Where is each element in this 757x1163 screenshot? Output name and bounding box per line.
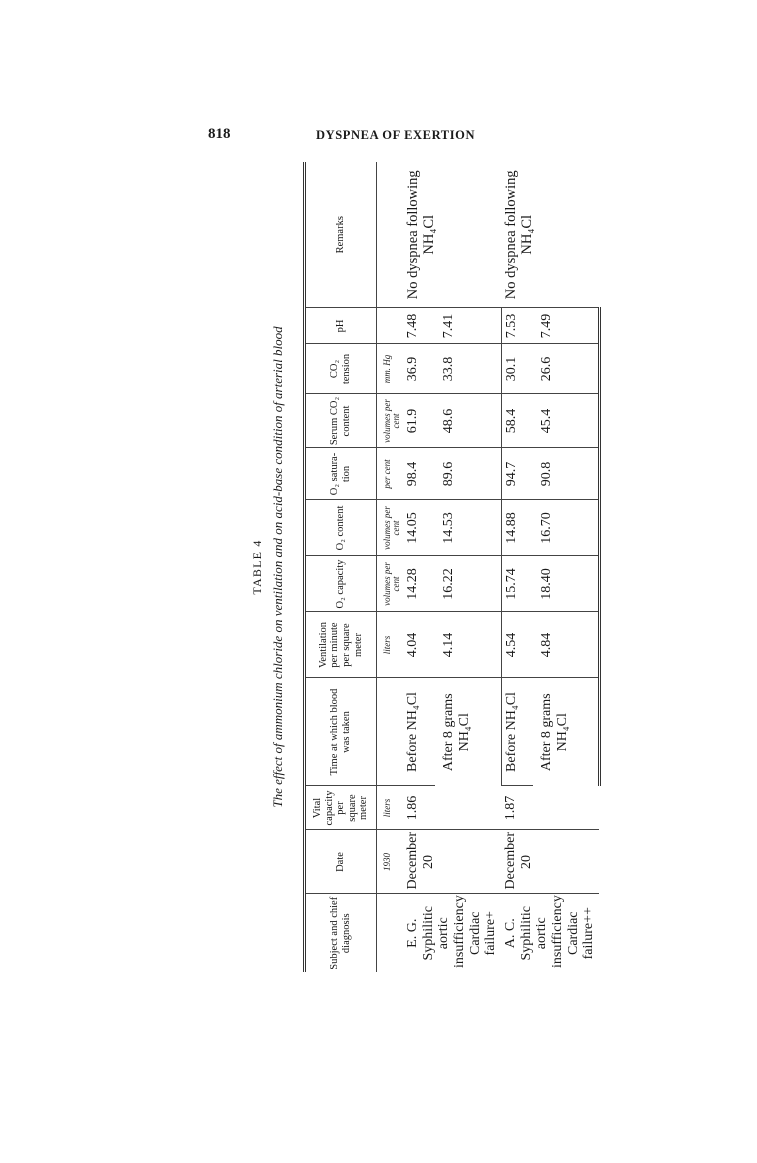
header-co2-tension: CO₂ tension [305,344,377,394]
header-o2-saturation: O₂ satura-tion [305,448,377,500]
vital-capacity-cell: 1.86 [403,786,501,830]
ph-cell: 7.53 [501,308,533,344]
header-ventilation: Ventilation per minute per square meter [305,612,377,678]
remarks-cell: No dyspnea following NH₄Cl [501,162,599,308]
page-header [0,126,757,150]
ph-cell: 7.49 [533,308,599,344]
o2-content-cell: 16.70 [533,500,599,556]
subject-cell: A. C. Syphilitic aortic insufficiency Cardiac failure++ [503,895,597,968]
ventilation-cell: 4.54 [501,612,533,678]
o2-content-cell: 14.05 [403,500,435,556]
table-block [248,162,598,972]
ph-cell: 7.41 [435,308,501,344]
o2-saturation-cell: 98.4 [403,448,435,500]
time-cell: After 8 grams NH₄Cl [435,678,501,786]
remarks-cell: No dyspnea following NH₄Cl [403,162,501,308]
unit-o2-capacity: volumes per cent [377,556,404,612]
o2-capacity-cell: 14.28 [403,556,435,612]
units-row [377,162,404,972]
co2-tension-cell: 33.8 [435,344,501,394]
header-vital-capacity: Vital capacity per square meter [305,786,377,830]
time-cell: Before NH₄Cl [501,678,533,786]
table-row [403,162,435,972]
unit-serum-co2: volumes per cent [377,394,404,448]
header-serum-co2: Serum CO₂ content [305,394,377,448]
unit-vital: liters [377,786,404,830]
o2-capacity-cell: 15.74 [501,556,533,612]
data-table [303,162,601,972]
table-label: TABLE 4 [250,539,264,595]
time-cell: After 8 grams NH₄Cl [533,678,599,786]
vital-capacity-cell: 1.87 [501,786,599,830]
time-cell: Before NH₄Cl [403,678,435,786]
co2-tension-cell: 36.9 [403,344,435,394]
ventilation-cell: 4.14 [435,612,501,678]
header-time: Time at which blood was taken [305,678,377,786]
page-number: 818 [208,126,231,142]
co2-tension-cell: 30.1 [501,344,533,394]
rotated-table-content [248,162,598,972]
ph-cell: 7.48 [403,308,435,344]
serum-co2-cell: 48.6 [435,394,501,448]
header-row [305,162,377,972]
ventilation-cell: 4.84 [533,612,599,678]
header-subject: Subject and chief diagnosis [305,894,377,972]
ventilation-cell: 4.04 [403,612,435,678]
o2-capacity-cell: 16.22 [435,556,501,612]
o2-saturation-cell: 90.8 [533,448,599,500]
header-remarks: Remarks [305,162,377,308]
date-cell: December 20 [403,830,501,894]
o2-saturation-cell: 89.6 [435,448,501,500]
o2-saturation-cell: 94.7 [501,448,533,500]
o2-capacity-cell: 18.40 [533,556,599,612]
header-o2-capacity: O₂ capacity [305,556,377,612]
serum-co2-cell: 61.9 [403,394,435,448]
header-o2-content: O₂ content [305,500,377,556]
serum-co2-cell: 45.4 [533,394,599,448]
table-row [501,162,533,972]
unit-co2-tension: mm. Hg [377,344,404,394]
header-date: Date [305,830,377,894]
header-ph: pH [305,308,377,344]
running-head: DYSPNEA OF EXERTION [316,128,476,142]
subject-cell: E. G. Syphilitic aortic insufficiency Cardiac failure+ [405,895,499,968]
serum-co2-cell: 58.4 [501,394,533,448]
unit-date: 1930 [377,830,404,894]
unit-ventilation: liters [377,612,404,678]
o2-content-cell: 14.53 [435,500,501,556]
date-cell: December 20 [501,830,599,894]
unit-o2-content: volumes per cent [377,500,404,556]
table-title: The effect of ammonium chloride on ventilation and on acid-base condition of arterial blood [270,326,285,808]
unit-o2-saturation: per cent [377,448,404,500]
o2-content-cell: 14.88 [501,500,533,556]
co2-tension-cell: 26.6 [533,344,599,394]
